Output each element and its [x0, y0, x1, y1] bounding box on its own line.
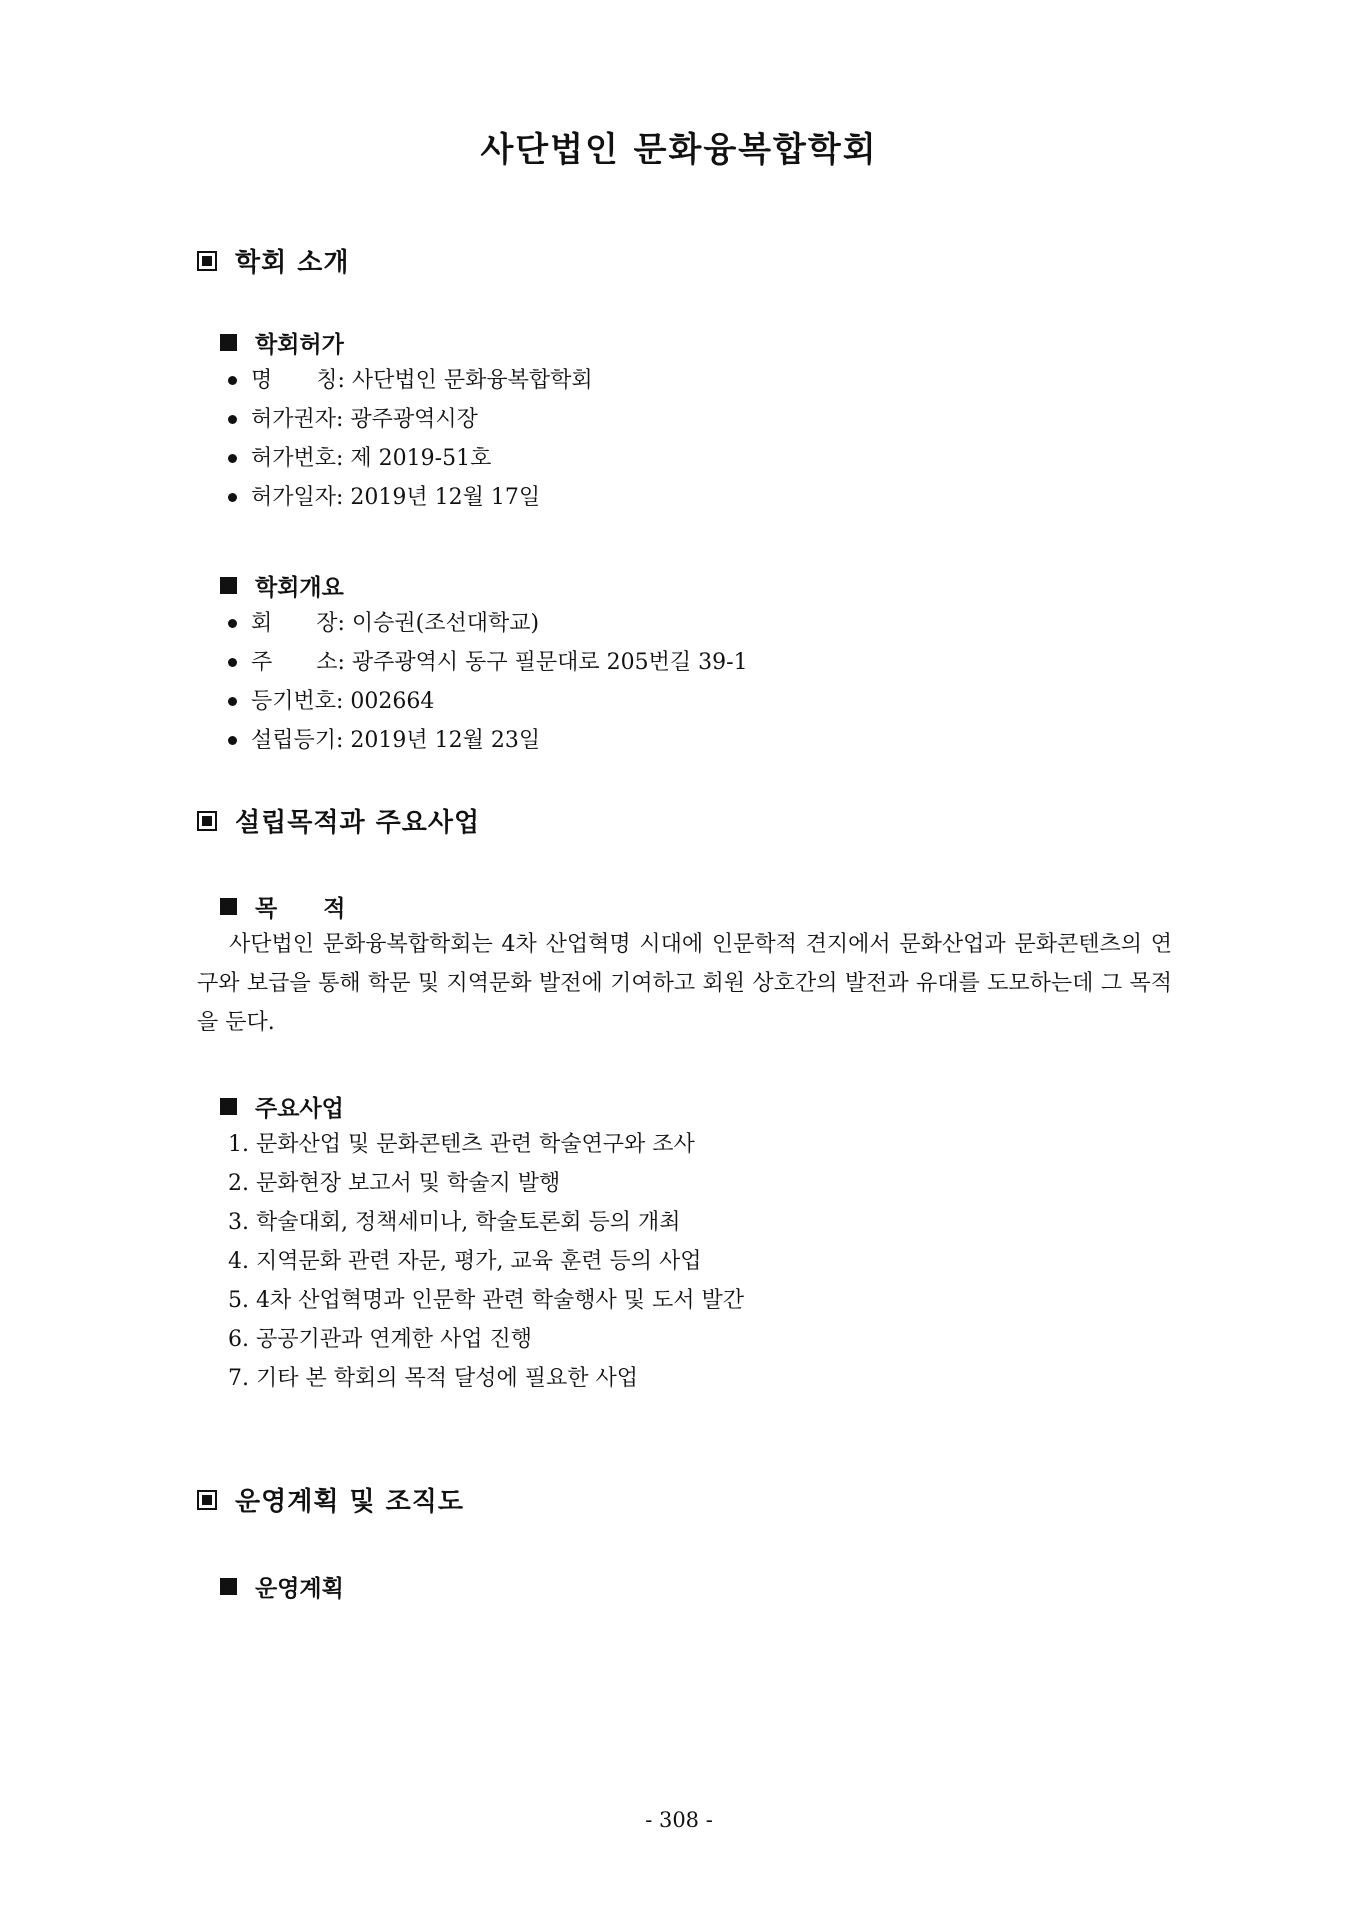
- subheading-permit: [220, 326, 344, 359]
- list-item: 명 칭: 사단법인 문화융복합학회: [228, 361, 593, 400]
- section-heading-label: 운영계획 및 조직도: [235, 1487, 465, 1517]
- bullet-dot-icon: [228, 619, 237, 628]
- list-item: 5. 4차 산업혁명과 인문학 관련 학술행사 및 도서 발간: [228, 1288, 744, 1313]
- section-heading-label: 설립목적과 주요사업: [235, 808, 481, 838]
- section-heading-intro: [197, 242, 350, 279]
- bullet-dot-icon: [228, 658, 237, 667]
- bullet-dot-icon: [228, 454, 237, 463]
- subheading-label: 운영계획: [255, 1576, 344, 1602]
- section-heading-label: 학회 소개: [235, 248, 350, 278]
- list-item: 3. 학술대회, 정책세미나, 학술토론회 등의 개최: [228, 1210, 681, 1235]
- list-item: 등기번호: 002664: [228, 682, 748, 721]
- list-item: 7. 기타 본 학회의 목적 달성에 필요한 사업: [228, 1366, 638, 1391]
- list-item: 주 소: 광주광역시 동구 필문대로 205번길 39-1: [228, 643, 748, 682]
- list-item: 6. 공공기관과 연계한 사업 진행: [228, 1327, 532, 1352]
- bullet-dot-icon: [228, 493, 237, 502]
- square-bullet-icon: [220, 577, 237, 594]
- subheading-label: 학회개요: [255, 575, 344, 601]
- section-heading-operation: [197, 1481, 464, 1518]
- section-marker-icon: [197, 811, 217, 831]
- list-item: 회 장: 이승권(조선대학교): [228, 604, 748, 643]
- purpose-paragraph: 사단법인 문화융복합학회는 4차 산업혁명 시대에 인문학적 견지에서 문화산업과 문화콘텐츠의 연구와 보급을 통해 학문 및 지역문화 발전에 기여하고 회원 상호간의 발전과 유대를 도모하는데 그 목적을 둔다.: [197, 932, 1172, 1035]
- subheading-overview: [220, 569, 344, 602]
- section-marker-icon: [197, 251, 217, 271]
- square-bullet-icon: [220, 898, 237, 915]
- overview-list: [228, 604, 748, 760]
- subheading-purpose: [220, 890, 345, 923]
- list-item: 허가일자: 2019년 12월 17일: [228, 478, 593, 517]
- bullet-dot-icon: [228, 697, 237, 706]
- subheading-label: 학회허가: [255, 332, 344, 358]
- list-item: 설립등기: 2019년 12월 23일: [228, 721, 748, 760]
- permit-list: [228, 361, 593, 517]
- bullet-dot-icon: [228, 415, 237, 424]
- subheading-label: 주요사업: [255, 1096, 344, 1122]
- square-bullet-icon: [220, 1578, 237, 1595]
- list-item: 허가권자: 광주광역시장: [228, 400, 593, 439]
- list-item: 2. 문화현장 보고서 및 학술지 발행: [228, 1171, 561, 1196]
- page-title: 사단법인 문화융복합학회: [480, 130, 878, 170]
- page-number: - 308 -: [645, 1808, 713, 1832]
- section-marker-icon: [197, 1490, 217, 1510]
- list-item: 허가번호: 제 2019-51호: [228, 439, 593, 478]
- business-list: [228, 1125, 744, 1398]
- subheading-operation-plan: [220, 1570, 344, 1603]
- bullet-dot-icon: [228, 736, 237, 745]
- bullet-dot-icon: [228, 376, 237, 385]
- list-item: 1. 문화산업 및 문화콘텐츠 관련 학술연구와 조사: [228, 1132, 695, 1157]
- list-item: 4. 지역문화 관련 자문, 평가, 교육 훈련 등의 사업: [228, 1249, 702, 1274]
- section-heading-purpose: [197, 802, 480, 839]
- square-bullet-icon: [220, 1098, 237, 1115]
- square-bullet-icon: [220, 334, 237, 351]
- subheading-main-business: [220, 1090, 344, 1123]
- subheading-label: 목 적: [255, 896, 346, 922]
